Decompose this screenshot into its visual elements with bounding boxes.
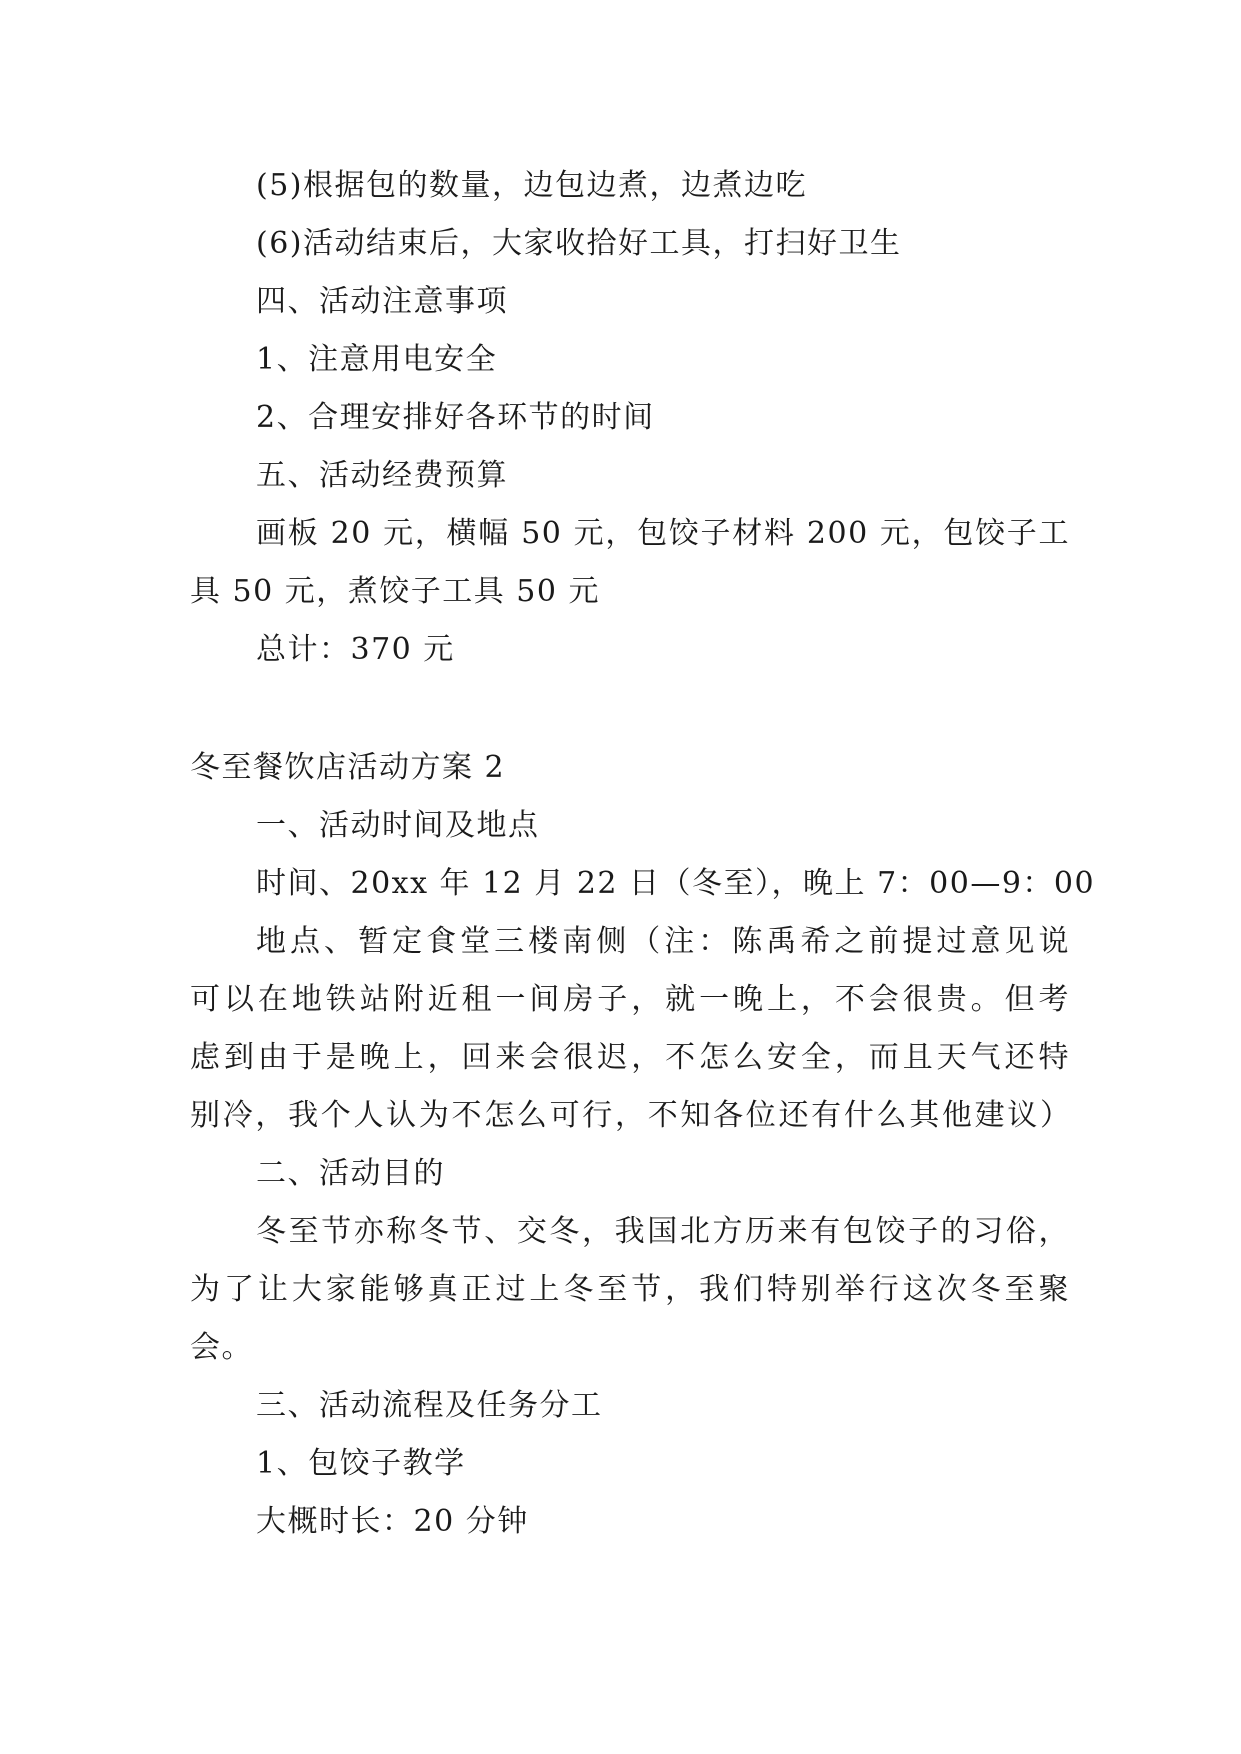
plan-2-section-1-heading: 一、活动时间及地点 <box>256 808 540 843</box>
budget-total-text: 总计：370 元 <box>256 632 455 667</box>
location-text-line-2: 可以在地铁站附近租一间房子，就一晚上，不会很贵。但考 <box>190 982 1070 1017</box>
plan-2-section-3-heading: 三、活动流程及任务分工 <box>256 1388 603 1423</box>
section-5-heading: 五、活动经费预算 <box>256 458 508 493</box>
note-1-text: 1、注意用电安全 <box>256 342 498 377</box>
teaching-item-heading: 1、包饺子教学 <box>256 1446 466 1481</box>
purpose-text-line-3: 会。 <box>190 1330 253 1365</box>
location-text-line-4: 别冷，我个人认为不怎么可行，不知各位还有什么其他建议） <box>190 1098 1070 1133</box>
location-text-line-1: 地点、暂定食堂三楼南侧（注：陈禹希之前提过意见说 <box>256 924 1070 959</box>
note-2-text: 2、合理安排好各环节的时间 <box>256 400 655 435</box>
section-4-heading: 四、活动注意事项 <box>256 284 508 319</box>
plan-2-section-2-heading: 二、活动目的 <box>256 1156 445 1191</box>
purpose-text-line-1: 冬至节亦称冬节、交冬，我国北方历来有包饺子的习俗， <box>256 1214 1070 1249</box>
time-text: 时间、20xx 年 12 月 22 日（冬至），晚上 7：00—9：00 <box>256 866 1096 901</box>
budget-text-line-1: 画板 20 元，横幅 50 元，包饺子材料 200 元，包饺子工 <box>256 516 1070 551</box>
location-text-line-3: 虑到由于是晚上，回来会很迟，不怎么安全，而且天气还特 <box>190 1040 1070 1075</box>
step-6-text: (6)活动结束后，大家收拾好工具，打扫好卫生 <box>256 226 902 261</box>
plan-2-title: 冬至餐饮店活动方案 2 <box>190 750 506 785</box>
budget-text-line-2: 具 50 元，煮饺子工具 50 元 <box>190 574 600 609</box>
duration-text: 大概时长：20 分钟 <box>256 1504 529 1539</box>
step-5-text: (5)根据包的数量，边包边煮，边煮边吃 <box>256 168 807 203</box>
purpose-text-line-2: 为了让大家能够真正过上冬至节，我们特别举行这次冬至聚 <box>190 1272 1070 1307</box>
